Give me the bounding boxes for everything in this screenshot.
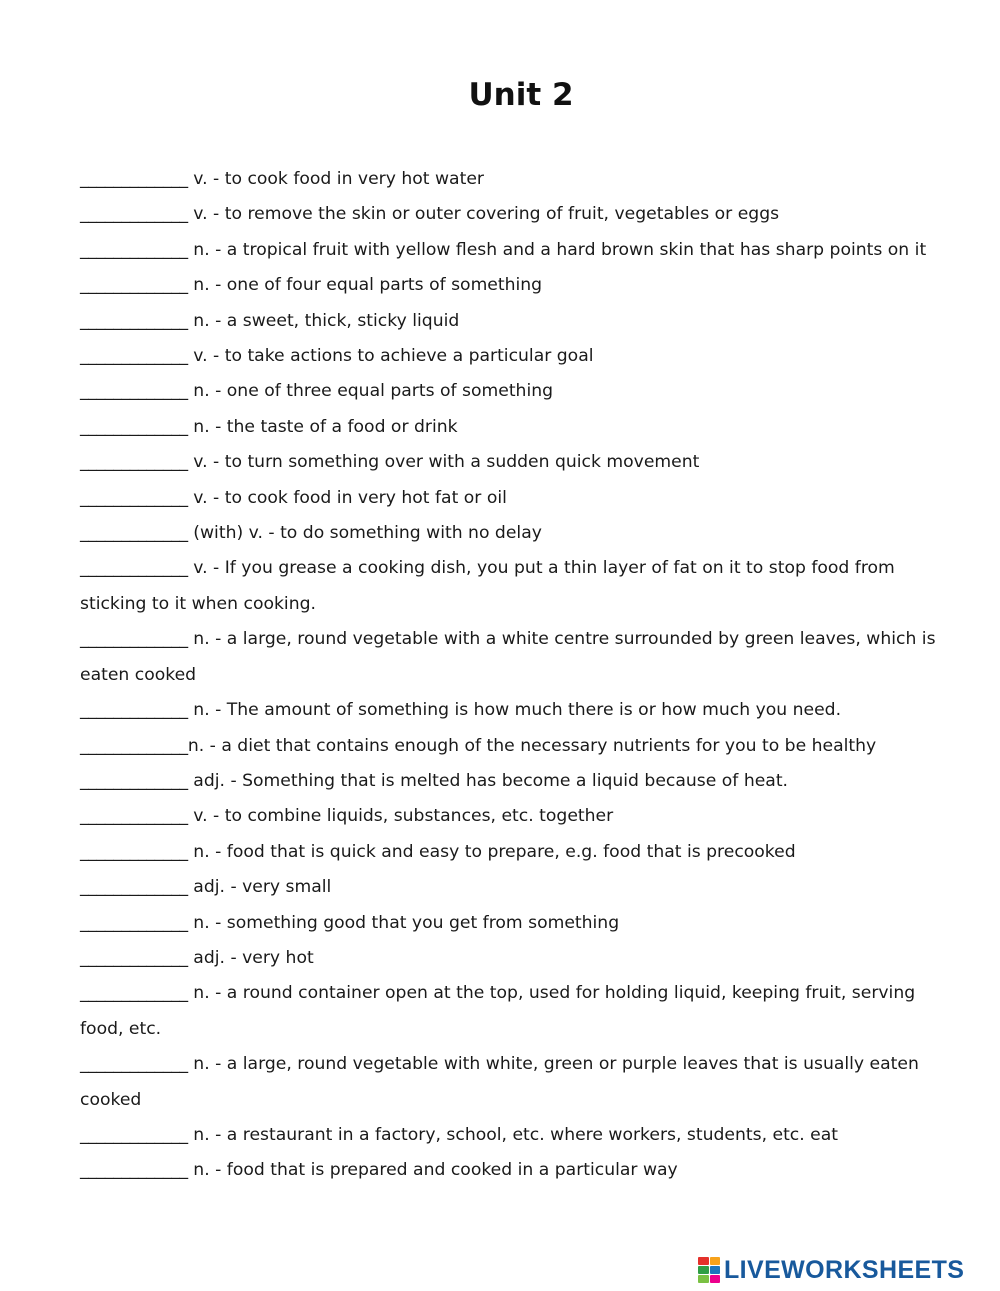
definition-item [80,339,960,374]
definition-text: n. - a large, round vegetable with white, green or purple leaves that is usually eaten cooked [80,1054,919,1110]
definition-item [80,233,960,268]
answer-blank[interactable]: _____________ [80,416,188,437]
definition-item [80,1153,960,1188]
definition-item [80,410,960,445]
definition-text: adj. - very small [193,877,332,898]
definition-text: n. - food that is prepared and cooked in a particular way [193,1160,678,1181]
answer-blank[interactable]: _____________ [80,770,188,791]
definition-text: n. - food that is quick and easy to prepare, e.g. food that is precooked [193,841,796,862]
answer-blank[interactable]: _____________ [80,275,188,296]
answer-blank[interactable]: _____________ [80,169,188,189]
definition-item [80,976,960,1047]
definition-text: v. - to combine liquids, substances, etc. together [193,806,614,827]
logo-square [710,1257,721,1265]
logo-square [710,1266,721,1274]
liveworksheets-logo-icon [698,1257,720,1283]
answer-blank[interactable]: _____________ [80,983,188,1004]
answer-blank[interactable]: _____________ [80,735,188,756]
logo-square [698,1266,709,1274]
definition-item [80,906,960,941]
definition-item [80,693,960,728]
definition-text: n. - something good that you get from something [193,912,620,933]
answer-blank[interactable]: _____________ [80,310,188,331]
definition-text: n. - a tropical fruit with yellow flesh and a hard brown skin that has sharp points on it [193,239,927,260]
definition-item [80,1047,960,1118]
definition-item [80,551,960,622]
definition-text: n. - a sweet, thick, sticky liquid [193,310,460,331]
definition-text: adj. - Something that is melted has become a liquid because of heat. [193,770,789,791]
answer-blank[interactable]: _____________ [80,239,188,260]
logo-square [698,1275,709,1283]
answer-blank[interactable]: _____________ [80,1160,188,1181]
definition-list [80,162,960,1189]
definition-text: n. - The amount of something is how much there is or how much you need. [193,700,842,721]
definition-item [80,162,960,197]
answer-blank[interactable]: _____________ [80,346,188,367]
answer-blank[interactable]: _____________ [80,700,188,721]
answer-blank[interactable]: _____________ [80,523,188,544]
answer-blank[interactable]: _____________ [80,1124,188,1145]
answer-blank[interactable]: _____________ [80,947,188,968]
answer-blank[interactable]: _____________ [80,204,188,225]
definition-item [80,481,960,516]
answer-blank[interactable]: _____________ [80,452,188,473]
answer-blank[interactable]: _____________ [80,877,188,898]
definition-item [80,764,960,799]
logo-square [698,1257,709,1265]
definition-item [80,835,960,870]
definition-text: n. - a restaurant in a factory, school, etc. where workers, students, etc. eat [193,1124,839,1145]
definition-text: n. - one of three equal parts of something [193,381,554,402]
definition-text: adj. - very hot [193,947,314,968]
definition-item [80,304,960,339]
definition-item [80,799,960,834]
definition-text: v. - If you grease a cooking dish, you put a thin layer of fat on it to stop food from sticking to it when cooking. [80,558,895,614]
definition-item [80,870,960,905]
definition-text: n. - a large, round vegetable with a white centre surrounded by green leaves, which is eaten cooked [80,629,936,685]
answer-blank[interactable]: _____________ [80,841,188,862]
definition-item [80,729,960,764]
definition-item [80,622,960,693]
definition-text: n. - one of four equal parts of something [193,275,543,296]
definition-item [80,941,960,976]
definition-text: n. - the taste of a food or drink [193,416,458,437]
definition-item [80,1118,960,1153]
definition-text: v. - to cook food in very hot water [193,169,484,189]
definition-item [80,197,960,232]
answer-blank[interactable]: _____________ [80,629,188,650]
definition-item [80,374,960,409]
answer-blank[interactable]: _____________ [80,487,188,508]
logo-text: LIVEWORKSHEETS [724,1255,965,1284]
definition-text: (with) v. - to do something with no delay [193,523,542,544]
logo-square [710,1275,721,1283]
definition-item [80,445,960,480]
liveworksheets-logo [698,1253,964,1287]
definition-item [80,516,960,551]
definition-text: v. - to cook food in very hot fat or oil [193,487,507,508]
answer-blank[interactable]: _____________ [80,558,188,579]
definition-item [80,268,960,303]
answer-blank[interactable]: _____________ [80,806,188,827]
definition-text: v. - to turn something over with a sudden quick movement [193,452,700,473]
definition-text: v. - to take actions to achieve a particular goal [193,346,594,367]
definition-text: n. - a round container open at the top, used for holding liquid, keeping fruit, serving food, etc. [80,983,916,1039]
answer-blank[interactable]: _____________ [80,381,188,402]
answer-blank[interactable]: _____________ [80,1054,188,1075]
definition-text: n. - a diet that contains enough of the necessary nutrients for you to be healthy [187,735,877,756]
answer-blank[interactable]: _____________ [80,912,188,933]
worksheet-title: Unit 2 [468,77,574,113]
definition-text: v. - to remove the skin or outer covering of fruit, vegetables or eggs [193,204,780,225]
